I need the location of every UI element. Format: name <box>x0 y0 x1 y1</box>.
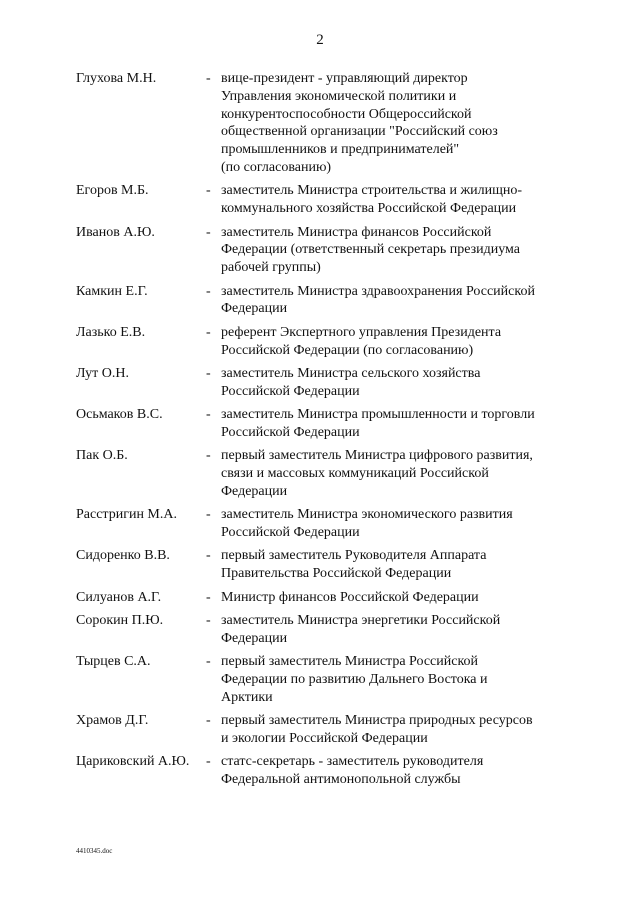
member-name: Пак О.Б. <box>76 448 128 464</box>
document-file-name: 4410345.doc <box>76 847 113 855</box>
member-name: Тырцев С.А. <box>76 654 151 670</box>
member-list <box>76 70 576 789</box>
position-line: заместитель Министра сельского хозяйства <box>221 365 481 381</box>
member-row <box>76 653 576 706</box>
position-line: заместитель Министра экономического развития <box>221 507 513 523</box>
member-name: Лут О.Н. <box>76 365 129 381</box>
position-line: и экологии Российской Федерации <box>221 731 428 747</box>
list-dash: - <box>206 754 211 770</box>
member-name: Сорокин П.Ю. <box>76 613 164 629</box>
member-row <box>76 612 576 648</box>
position-line: вице-президент - управляющий директор <box>221 71 468 86</box>
list-dash: - <box>206 71 211 86</box>
member-position <box>221 224 576 277</box>
member-position <box>221 547 576 583</box>
member-row <box>76 589 576 607</box>
member-position <box>221 365 576 401</box>
list-dash: - <box>206 654 211 670</box>
member-name: Осьмаков В.С. <box>76 407 163 423</box>
position-line: промышленников и предпринимателей" <box>221 142 460 158</box>
position-line: заместитель Министра финансов Российской <box>221 224 492 240</box>
position-line: Федерации (ответственный секретарь президиума <box>221 242 521 258</box>
list-dash: - <box>206 448 211 464</box>
member-position <box>221 447 576 500</box>
position-line: первый заместитель Министра природных ресурсов <box>221 713 533 729</box>
member-position <box>221 70 576 177</box>
member-position <box>221 406 576 442</box>
member-name: Цариковский А.Ю. <box>76 754 190 770</box>
position-line: Управления экономической политики и <box>221 88 457 104</box>
position-line: заместитель Министра здравоохранения Российской <box>221 283 535 299</box>
position-line: конкурентоспособности Общероссийской <box>221 106 472 122</box>
position-line: Российской Федерации <box>221 383 360 399</box>
position-line: Российской Федерации <box>221 424 360 440</box>
member-row <box>76 283 576 319</box>
position-line: референт Экспертного управления Президента <box>221 324 502 340</box>
member-row <box>76 547 576 583</box>
member-name: Камкин Е.Г. <box>76 283 148 299</box>
list-dash: - <box>206 589 211 605</box>
position-line: Федерации <box>221 301 288 317</box>
member-name: Иванов А.Ю. <box>76 224 155 240</box>
position-line: связи и массовых коммуникаций Российской <box>221 466 489 482</box>
list-dash: - <box>206 713 211 729</box>
member-name: Глухова М.Н. <box>76 71 157 86</box>
member-row <box>76 753 576 789</box>
member-row <box>76 70 576 177</box>
member-row <box>76 506 576 542</box>
list-dash: - <box>206 324 211 340</box>
member-name: Храмов Д.Г. <box>76 713 149 729</box>
member-name: Сидоренко В.В. <box>76 548 170 564</box>
member-position <box>221 653 576 706</box>
member-row <box>76 224 576 277</box>
position-line: коммунального хозяйства Российской Федерации <box>221 201 517 217</box>
position-line: Федерации <box>221 630 288 646</box>
position-line: заместитель Министра строительства и жилищно- <box>221 183 523 199</box>
list-dash: - <box>206 224 211 240</box>
position-line: общественной организации "Российский союз <box>221 124 498 140</box>
member-row <box>76 712 576 748</box>
position-line: Правительства Российской Федерации <box>221 566 452 582</box>
member-position <box>221 753 576 789</box>
member-name: Расстригин М.А. <box>76 507 177 523</box>
list-dash: - <box>206 365 211 381</box>
position-line: Российской Федерации (по согласованию) <box>221 342 474 358</box>
member-position <box>221 283 576 319</box>
member-position <box>221 612 576 648</box>
member-position <box>221 712 576 748</box>
member-position <box>221 506 576 542</box>
page-number: 2 <box>316 32 324 48</box>
position-line: первый заместитель Министра Российской <box>221 654 479 670</box>
position-line: Федерации <box>221 483 288 499</box>
position-line: Российской Федерации <box>221 525 360 541</box>
member-row <box>76 182 576 218</box>
member-row <box>76 406 576 442</box>
position-line: (по согласованию) <box>221 159 332 175</box>
member-position <box>221 182 576 218</box>
position-line: первый заместитель Министра цифрового развития, <box>221 448 533 464</box>
position-line: статс-секретарь - заместитель руководителя <box>221 754 484 770</box>
member-name: Лазько Е.В. <box>76 324 146 340</box>
member-row <box>76 324 576 360</box>
position-line: рабочей группы) <box>221 260 321 276</box>
list-dash: - <box>206 283 211 299</box>
position-line: Арктики <box>221 689 273 705</box>
member-position <box>221 324 576 360</box>
member-position <box>221 589 576 607</box>
position-line: первый заместитель Руководителя Аппарата <box>221 548 487 564</box>
member-name: Егоров М.Б. <box>76 183 149 199</box>
position-line: Федерации по развитию Дальнего Востока и <box>221 672 488 688</box>
member-name: Силуанов А.Г. <box>76 589 162 605</box>
list-dash: - <box>206 183 211 199</box>
position-line: Федеральной антимонопольной службы <box>221 772 461 788</box>
member-row <box>76 365 576 401</box>
position-line: заместитель Министра энергетики Российской <box>221 613 501 629</box>
position-line: заместитель Министра промышленности и торговли <box>221 407 535 423</box>
list-dash: - <box>206 613 211 629</box>
list-dash: - <box>206 548 211 564</box>
member-row <box>76 447 576 500</box>
position-line: Министр финансов Российской Федерации <box>221 589 479 605</box>
list-dash: - <box>206 507 211 523</box>
list-dash: - <box>206 407 211 423</box>
